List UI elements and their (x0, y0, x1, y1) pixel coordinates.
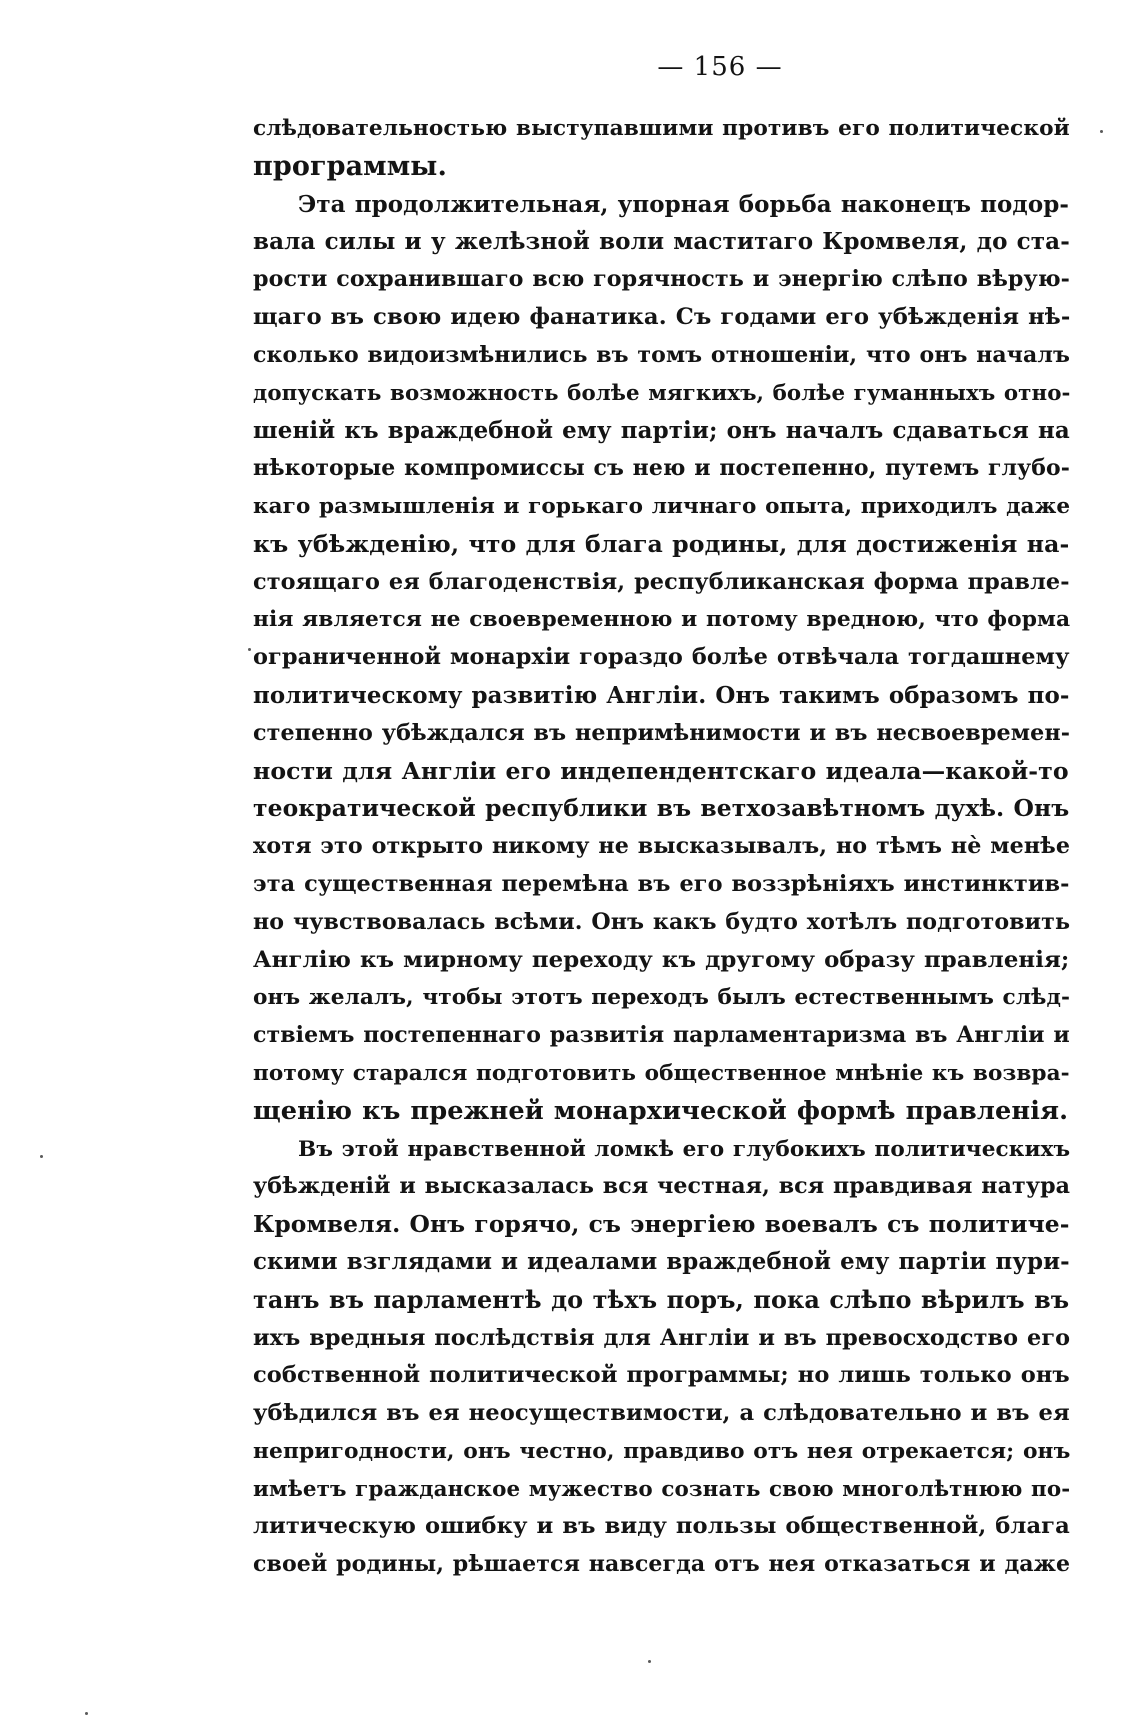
text-line: политическому развитію Англіи. Онъ такимъ образомъ по- (253, 681, 1070, 709)
text-line: но чувствовалась всѣми. Онъ какъ будто хотѣлъ подготовить (253, 908, 1071, 935)
text-line: нія является не своевременною и потому вредною, что форма (253, 607, 1071, 633)
text-line: Англію къ мирному переходу къ другому образу правленія; (253, 946, 1070, 973)
scan-speck (248, 648, 251, 651)
text-line: программы. (253, 150, 447, 182)
page-number: — 156 — (657, 52, 783, 82)
text-line: сколько видоизмѣнились въ томъ отношеніи, что онъ началъ (253, 341, 1070, 368)
text-line: щенію къ прежней монархической формѣ правленія. (253, 1095, 1069, 1126)
text-line: Въ этой нравственной ломкѣ его глубокихъ политическихъ (298, 1136, 1071, 1162)
text-line: слѣдовательностью выступавшими противъ его политической (253, 116, 1070, 141)
text-line: своей родины, рѣшается навсегда отъ нея отказаться и даже (253, 1551, 1071, 1578)
text-line: хотя это открыто никому не высказывалъ, но тѣмъ нѐ менѣе (253, 833, 1071, 860)
text-line: эта существенная перемѣна въ его воззрѣніяхъ инстинктив- (253, 870, 1070, 897)
text-line: щаго въ свою идею фанатика. Съ годами его убѣжденія нѣ- (253, 303, 1071, 330)
paragraph (253, 186, 1071, 1131)
scan-speck (1100, 130, 1103, 133)
text-line: ствіемъ постепеннаго развитія парламентаризма въ Англіи и (253, 1022, 1070, 1049)
paragraph (253, 110, 1068, 186)
text-line: убѣжденій и высказалась вся честная, вся правдивая натура (253, 1173, 1071, 1200)
text-line: имѣетъ гражданское мужество сознать свою многолѣтнюю по- (253, 1476, 1071, 1502)
text-line: къ убѣжденію, что для блага родины, для достиженія на- (253, 529, 1070, 558)
text-line: каго размышленія и горькаго личнаго опыта, приходилъ даже (253, 493, 1071, 519)
scan-speck (40, 1155, 43, 1158)
text-line: нѣкоторые компромиссы съ нею и постепенно, путемъ глубо- (253, 455, 1070, 482)
text-line: теократической республики въ ветхозавѣтномъ духѣ. Онъ (253, 794, 1070, 823)
text-line: танъ въ парламентѣ до тѣхъ поръ, пока слѣпо вѣрилъ въ (253, 1285, 1070, 1314)
scan-speck (85, 1712, 88, 1715)
text-line: ограниченной монархіи гораздо болѣе отвѣчала тогдашнему (253, 644, 1070, 671)
text-line: непригодности, онъ честно, правдиво отъ нея отрекается; онъ (253, 1438, 1071, 1464)
text-line: рости сохранившаго всю горячность и энергію слѣпо вѣрую- (253, 266, 1070, 293)
text-line: литическую ошибку и въ виду пользы общественной, блага (253, 1513, 1070, 1540)
text-line: онъ желалъ, чтобы этотъ переходъ былъ естественнымъ слѣд- (253, 985, 1071, 1011)
text-line: скими взглядами и идеалами враждебной ему партіи пури- (253, 1248, 1070, 1275)
text-line: ихъ вредныя послѣдствія для Англіи и въ превосходство его (253, 1324, 1071, 1351)
text-line: потому старался подготовить общественное мнѣніе къ возвра- (253, 1060, 1070, 1086)
text-line: стоящаго ея благоденствія, республиканская форма правле- (253, 568, 1070, 595)
paragraph (253, 1131, 1071, 1585)
text-line: Эта продолжительная, упорная борьба наконецъ подор- (298, 190, 1069, 218)
body-text (253, 110, 1071, 1584)
text-line: Кромвеля. Онъ горячо, съ энергіею воевалъ съ политиче- (253, 1210, 1070, 1239)
text-line: допускать возможность болѣе мягкихъ, болѣе гуманныхъ отно- (253, 380, 1071, 406)
scan-speck (648, 1660, 651, 1663)
text-line: убѣдился въ ея неосуществимости, а слѣдовательно и въ ея (253, 1400, 1070, 1427)
text-line: степенно убѣждался въ непримѣнимости и въ несвоевремен- (253, 719, 1071, 746)
text-line: ности для Англіи его индепендентскаго идеала—какой-то (253, 756, 1069, 785)
text-line: вала силы и у желѣзной воли маститаго Кромвеля, до ста- (253, 228, 1070, 256)
text-line: шеній къ враждебной ему партіи; онъ началъ сдаваться на (253, 417, 1070, 445)
text-line: собственной политической программы; но лишь только онъ (253, 1362, 1070, 1389)
